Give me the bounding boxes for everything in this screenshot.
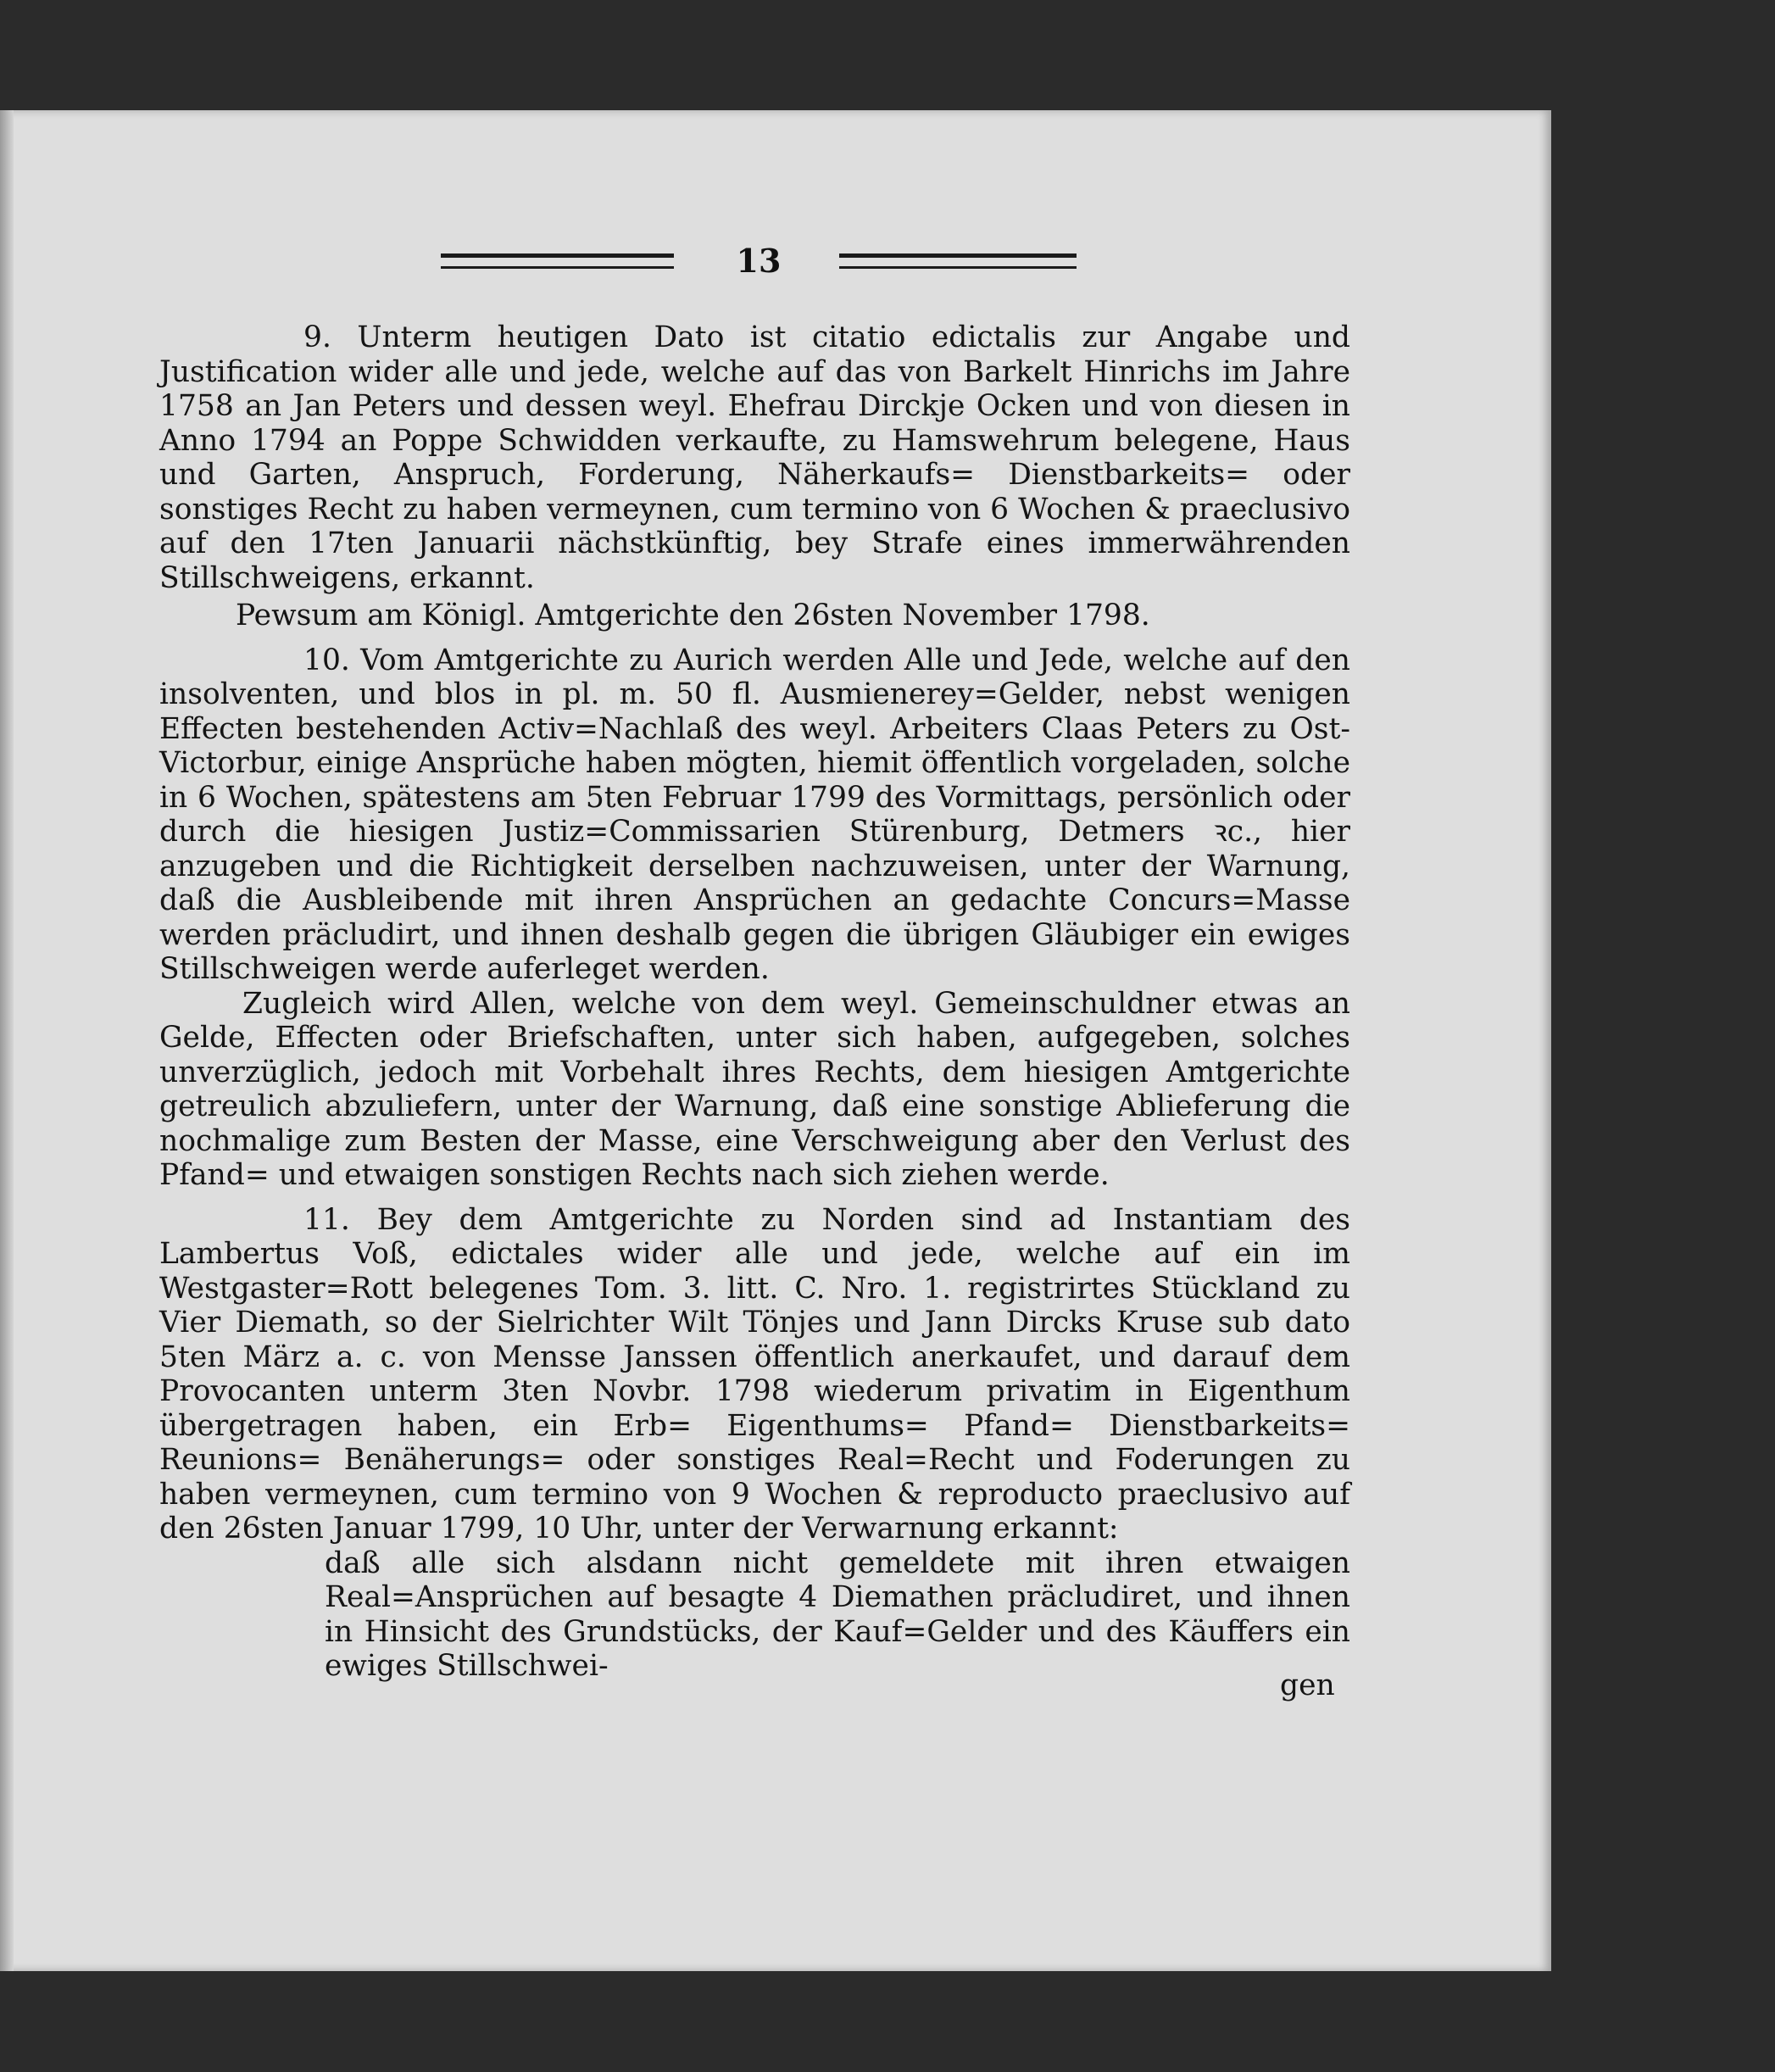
entry-11-text: 11. Bey dem Amtgerichte zu Norden sind ad Instantiam des Lambertus Voß, edictales wider alle und jede, welche auf ein im Westgaster=Rott belegenes Tom. 3. litt. C. Nro. 1. registrirtes Stückland zu Vier Diemath, so der Sielrichter Wilt Tönjes und Jann Dircks Kruse sub dato 5ten März a. c. von Mensse Janssen öffentlich anerkaufet, und darauf dem Provocanten unterm 3ten Novbr. 1798 wiederum privatim in Eigenthum übergetragen haben, ein Erb= Eigenthums= Pfand= Dienstbarkeits= Reunions= Benäherungs= oder sonstiges Real=Recht und Foderungen zu haben vermeynen, cum termino von 9 Wochen & reproducto praeclusivo auf den 26sten Januar 1799, 10 Uhr, unter der Verwarnung erkannt: <box>159 1202 1350 1546</box>
document-body <box>159 320 1350 1684</box>
header-rule-left <box>441 253 674 269</box>
entry-9-place-date: Pewsum am Königl. Amtgerichte den 26sten November 1798. <box>236 599 1150 632</box>
entry-10-text: 10. Vom Amtgerichte zu Aurich werden Alle und Jede, welche auf den insolventen, und blos in pl. m. 50 fl. Ausmienerey=Gelder, nebst wenigen Effecten bestehenden Activ=Nachlaß des weyl. Arbeiters Claas Peters zu Ost-Victorbur, einige Ansprüche haben mögten, hiemit öffentlich vorgeladen, solche in 6 Wochen, spätestens am 5ten Februar 1799 des Vormittags, persönlich oder durch die hiesigen Justiz=Commissarien Stürenburg, Detmers ꝛc., hier anzugeben und die Richtigkeit derselben nachzuweisen, unter der Warnung, daß die Ausbleibende mit ihren Ansprüchen an gedachte Concurs=Masse werden präcludirt, und ihnen deshalb gegen die übrigen Gläubiger ein ewiges Stillschweigen werde auferleget werden. <box>159 643 1350 986</box>
entry-11-text-continued: daß alle sich alsdann nicht gemeldete mit ihren etwaigen Real=Ansprüchen auf besagte 4 Diemathen präcludiret, und ihnen in Hinsicht des Grundstücks, der Kauf=Gelder und des Käuffers ein ewiges Stillschwei- <box>325 1546 1350 1683</box>
entry-10-text-continued: Zugleich wird Allen, welche von dem weyl. Gemeinschuldner etwas an Gelde, Effecten oder Briefschaften, unter sich haben, aufgegeben, solches unverzüglich, jedoch mit Vorbehalt ihres Rechts, dem hiesigen Amtgerichte getreulich abzuliefern, unter der Warnung, daß eine sonstige Ablieferung die nochmalige zum Besten der Masse, eine Verschweigung aber den Verlust des Pfand= und etwaigen sonstigen Rechts nach sich ziehen werde. <box>159 986 1350 1192</box>
page-header <box>441 242 1077 280</box>
header-rule-right <box>839 253 1077 269</box>
catchword: gen <box>1280 1668 1335 1702</box>
page-number: 13 <box>736 242 782 280</box>
book-spine <box>0 110 14 1971</box>
entry-9-text: 9. Unterm heutigen Dato ist citatio edictalis zur Angabe und Justification wider alle und jede, welche auf das von Barkelt Hinrichs im Jahre 1758 an Jan Peters und dessen weyl. Ehefrau Dirckje Ocken und von diesen in Anno 1794 an Poppe Schwidden verkaufte, zu Hamswehrum belegene, Haus und Garten, Anspruch, Forderung, Näherkaufs= Dienstbarkeits= oder sonstiges Recht zu haben vermeynen, cum termino von 6 Wochen & praeclusivo auf den 17ten Januarii nächstkünftig, bey Strafe eines immerwährenden Stillschweigens, erkannt. <box>159 320 1350 595</box>
